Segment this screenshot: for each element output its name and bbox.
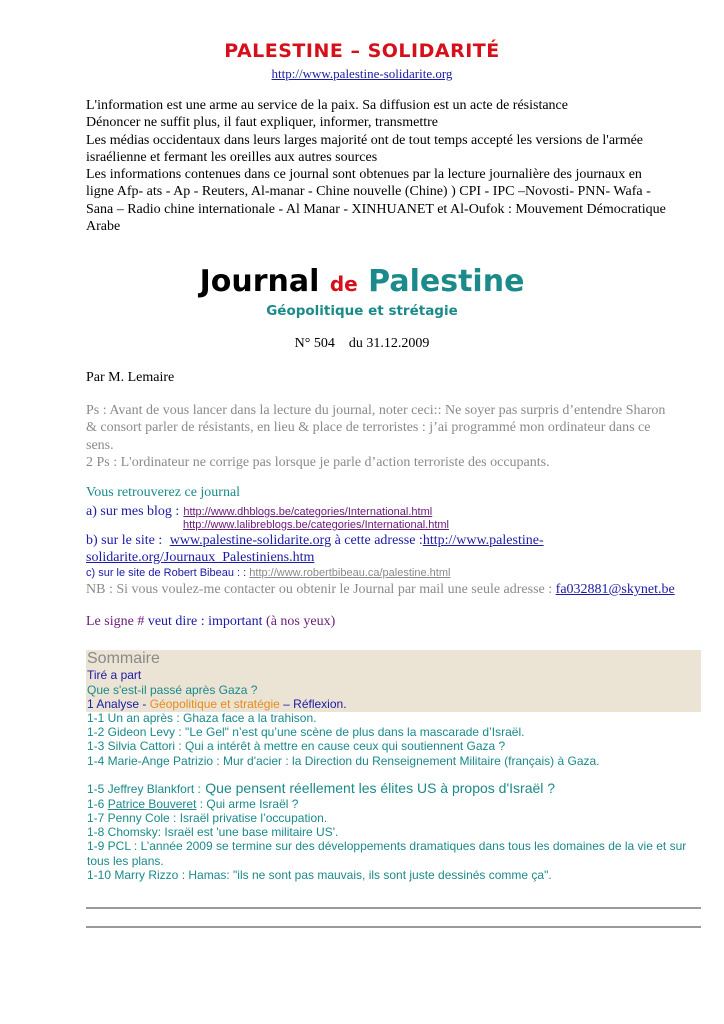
sign-text: veut dire : — [147, 614, 205, 629]
ps-line: 2 Ps : L'ordinateur ne corrige pas lorsque je parle d’action terroriste des occupants. — [86, 454, 550, 470]
sommaire-analyse — [87, 697, 347, 711]
item-prefix: 1-5 Jeffrey Blankfort : — [87, 782, 201, 796]
email-link[interactable]: fa032881@skynet.be — [555, 582, 675, 597]
analyse-rest: – Réflexion. — [283, 697, 347, 711]
intro-line: Arabe — [86, 219, 121, 235]
site-mid-text: à cette adresse : — [334, 533, 423, 548]
bibeau-colon: : — [243, 567, 247, 579]
intro-line: Sana – Radio chine internationale - Al Manar - XINHUANET et Al-Oufok : Mouvement Démocratique — [86, 201, 666, 217]
sommaire-item[interactable]: 1-1 Un an après : Ghaza face a la trahison. — [87, 711, 317, 725]
intro-line: Les médias occidentaux dans leurs larges majorité ont de tout temps accepté les versions de l'armée — [86, 132, 644, 148]
author: Par M. Lemaire — [86, 370, 175, 385]
bibeau-link[interactable]: http://www.robertbibeau.ca/palestine.html — [249, 567, 451, 579]
site-archive-link[interactable]: http://www.palestine- — [422, 533, 544, 548]
ps-line: & consort parler de résistants, en lieu & place de terroristes : j’ai programmé mon ordinateur dans ce — [86, 420, 651, 436]
sign-text: (à nos yeux) — [266, 614, 336, 629]
sommaire-item[interactable]: 1-10 Marry Rizzo : Hamas: "ils ne sont pas mauvais, ils sont juste dessinés comme ça". — [87, 867, 552, 882]
analyse-topic: Géopolitique et stratégie — [149, 697, 280, 711]
divider — [86, 907, 701, 909]
nb-text: NB : Si vous voulez-me contacter ou obtenir le Journal par mail une seule adresse : — [86, 582, 553, 597]
site-url-link[interactable]: http://www.palestine-solidarite.org — [271, 66, 453, 81]
issue-date: du 31.12.2009 — [348, 336, 430, 351]
bibeau-line — [86, 567, 450, 579]
intro-block — [86, 97, 706, 235]
issue-line — [0, 336, 724, 352]
sommaire-item-cont[interactable]: tous les plans. — [87, 853, 164, 868]
journal-word-de: de — [329, 272, 358, 296]
sommaire-item[interactable] — [87, 780, 555, 798]
sommaire-list-b — [87, 811, 686, 882]
journal-title — [0, 264, 724, 299]
analyse-number: 1 Analyse - — [87, 697, 147, 711]
sommaire-item[interactable]: 1-2 Gideon Levy : "Le Gel" n’est qu’une scène de plus dans la mascarade d’Israël. — [87, 725, 525, 740]
sommaire-item[interactable]: 1-9 PCL : L’année 2009 se termine sur des développements dramatiques dans tous les domaines de la vie et sur — [87, 839, 687, 854]
journal-word: Journal — [199, 264, 320, 299]
blog-label: a) sur mes blog : — [86, 504, 180, 519]
site-label: b) sur le site : — [86, 533, 163, 548]
nb-line — [86, 582, 675, 598]
ps-block — [86, 402, 711, 471]
links-heading: Vous retrouverez ce journal — [86, 485, 241, 500]
site-archive-link-cont[interactable]: solidarite.org/Journaux_Palestiniens.htm — [86, 550, 315, 565]
sign-hash: # — [137, 614, 145, 629]
sommaire-gaza-link[interactable]: Que s'est-il passé après Gaza ? — [87, 683, 258, 697]
intro-line: L'information est une arme au service de la paix. Sa diffusion est un acte de résistance — [86, 98, 568, 113]
sign-legend — [86, 614, 335, 630]
blog-link-lalibre[interactable]: http://www.lalibreblogs.be/categories/International.html — [183, 519, 449, 531]
intro-line: ligne Afp- ats - Ap - Reuters, Al-manar - Chine nouvelle (Chine) ) CPI - IPC –Novosti- PNN- Wafa - — [86, 184, 651, 200]
sommaire-item[interactable]: 1-3 Silvia Cattori : Qui a intérêt à mettre en cause ceux qui soutiennent Gaza ? — [87, 739, 506, 754]
sign-important: important — [208, 614, 263, 629]
site-link[interactable]: www.palestine-solidarite.org — [169, 533, 332, 548]
sommaire-item[interactable]: 1-7 Penny Cole : Israël privatise l’occupation. — [87, 811, 328, 825]
sommaire-heading: Sommaire — [87, 650, 160, 667]
site-title: PALESTINE – SOLIDARITÉ — [224, 40, 500, 62]
ps-line: Ps : Avant de vous lancer dans la lecture du journal, noter ceci:: Ne soyer pas surpris d’entendre Sharon — [86, 403, 666, 418]
issue-number: N° 504 — [294, 336, 335, 351]
blog-line — [86, 502, 432, 520]
divider — [86, 926, 701, 928]
item-rest: : Qui arme Israël ? — [199, 797, 299, 811]
intro-line: Dénoncer ne suffit plus, il faut expliquer, informer, transmettre — [86, 115, 439, 131]
item-author: Patrice Bouveret — [107, 797, 197, 811]
item-title: Que pensent réellement les élites US à propos d'Israël ? — [205, 780, 556, 796]
ps-line: sens. — [86, 437, 114, 453]
sommaire-item[interactable]: 1-8 Chomsky: Israël est 'une base militaire US'. — [87, 825, 339, 840]
intro-line: israélienne et fermant les oreilles aux autres sources — [86, 149, 378, 165]
blog-link-dhblogs[interactable]: http://www.dhblogs.be/categories/International.html — [183, 506, 433, 518]
sommaire-list-a — [87, 711, 600, 768]
bibeau-label: c) sur le site de Robert Bibeau : — [86, 567, 241, 579]
journal-word-palestine: Palestine — [368, 264, 525, 299]
intro-line: Les informations contenues dans ce journal sont obtenues par la lecture journalière des journaux en — [86, 167, 642, 183]
site-line — [86, 533, 544, 549]
sign-text: Le signe — [86, 614, 134, 629]
sommaire-tire: Tiré a part — [87, 668, 142, 682]
sommaire-item[interactable]: 1-4 Marie-Ange Patrizio : Mur d'acier : la Direction du Renseignement Militaire (français) à Gaza. — [87, 753, 600, 768]
journal-subtitle: Géopolitique et strétagie — [266, 303, 458, 319]
sommaire-item[interactable] — [87, 797, 298, 811]
item-prefix: 1-6 — [87, 797, 105, 811]
